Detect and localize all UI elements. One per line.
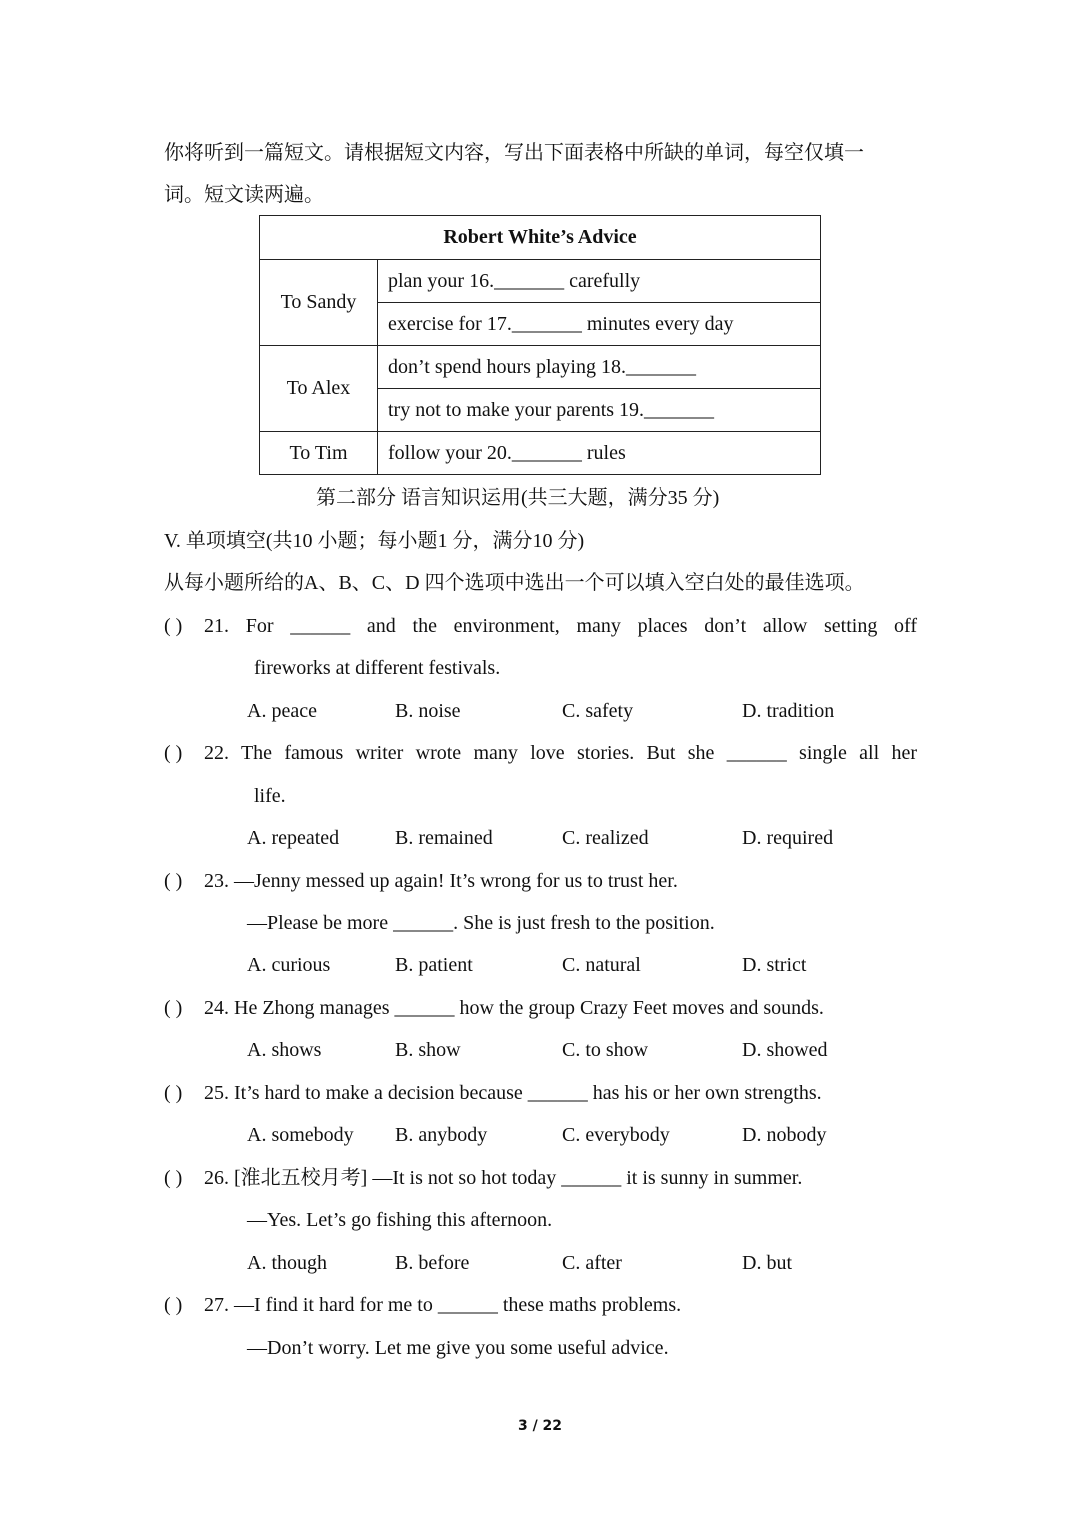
table-cell: follow your 20._______ rules [378, 432, 821, 475]
option-c: C. to show [562, 1039, 649, 1061]
option-c: C. after [562, 1252, 622, 1274]
option-c: C. natural [562, 954, 641, 976]
table-cell: try not to make your parents 19._______ [378, 389, 821, 432]
option-a: A. though [247, 1252, 327, 1274]
option-a: A. repeated [247, 827, 340, 849]
option-b: B. show [395, 1039, 461, 1061]
table-cell: don’t spend hours playing 18._______ [378, 346, 821, 389]
option-d: D. tradition [742, 700, 835, 722]
question-23-stem: 23. —Jenny messed up again! It’s wrong for us to trust her. [204, 870, 678, 892]
question-26-cont: —Yes. Let’s go fishing this afternoon. [247, 1209, 553, 1231]
option-b: B. noise [395, 700, 461, 722]
table-row-label: To Tim [260, 432, 378, 475]
option-a: A. shows [247, 1039, 322, 1061]
answer-bracket: ( ) [164, 870, 183, 892]
table-title: Robert White’s Advice [260, 216, 821, 260]
question-22-stem: 22. The famous writer wrote many love stories. But she ______ single all her [204, 742, 917, 764]
option-a: A. curious [247, 954, 331, 976]
intro-line-2: 词。短文读两遍。 [164, 184, 324, 206]
table-cell: exercise for 17._______ minutes every day [378, 303, 821, 346]
option-d: D. nobody [742, 1124, 827, 1146]
intro-line-1: 你将听到一篇短文。请根据短文内容，写出下面表格中所缺的单词，每空仅填一 [164, 142, 864, 164]
answer-bracket: ( ) [164, 615, 183, 637]
answer-bracket: ( ) [164, 742, 183, 764]
answer-bracket: ( ) [164, 1167, 183, 1189]
option-d: D. strict [742, 954, 807, 976]
answer-bracket: ( ) [164, 997, 183, 1019]
advice-table [259, 215, 821, 475]
option-d: D. required [742, 827, 834, 849]
option-b: B. patient [395, 954, 473, 976]
question-27-cont: —Don’t worry. Let me give you some useful advice. [247, 1337, 669, 1359]
option-a: A. somebody [247, 1124, 354, 1146]
option-c: C. everybody [562, 1124, 670, 1146]
table-row-label: To Alex [260, 346, 378, 432]
part2-title: 第二部分 语言知识运用(共三大题，满分35 分) [316, 487, 720, 509]
section-v-title: V. 单项填空(共10 小题；每小题1 分，满分10 分) [164, 530, 585, 552]
option-d: D. but [742, 1252, 792, 1274]
question-21-cont: fireworks at different festivals. [254, 657, 501, 679]
option-c: C. realized [562, 827, 649, 849]
option-d: D. showed [742, 1039, 828, 1061]
question-23-cont: —Please be more ______. She is just fresh to the position. [247, 912, 715, 934]
option-b: B. anybody [395, 1124, 488, 1146]
option-a: A. peace [247, 700, 317, 722]
table-row-label: To Sandy [260, 260, 378, 346]
table-cell: plan your 16._______ carefully [378, 260, 821, 303]
question-26-stem: 26. [淮北五校月考] —It is not so hot today ______ it is sunny in summer. [204, 1167, 803, 1189]
option-b: B. before [395, 1252, 470, 1274]
section-v-instruction: 从每小题所给的A、B、C、D 四个选项中选出一个可以填入空白处的最佳选项。 [164, 572, 865, 594]
question-27-stem: 27. —I find it hard for me to ______ these maths problems. [204, 1294, 682, 1316]
page-number: 3 / 22 [517, 1418, 563, 1434]
option-c: C. safety [562, 700, 634, 722]
answer-bracket: ( ) [164, 1082, 183, 1104]
question-24-stem: 24. He Zhong manages ______ how the group Crazy Feet moves and sounds. [204, 997, 824, 1019]
answer-bracket: ( ) [164, 1294, 183, 1316]
question-21-stem: 21. For ______ and the environment, many places don’t allow setting off [204, 615, 917, 637]
question-22-cont: life. [254, 785, 286, 807]
option-b: B. remained [395, 827, 493, 849]
question-25-stem: 25. It’s hard to make a decision because ______ has his or her own strengths. [204, 1082, 822, 1104]
